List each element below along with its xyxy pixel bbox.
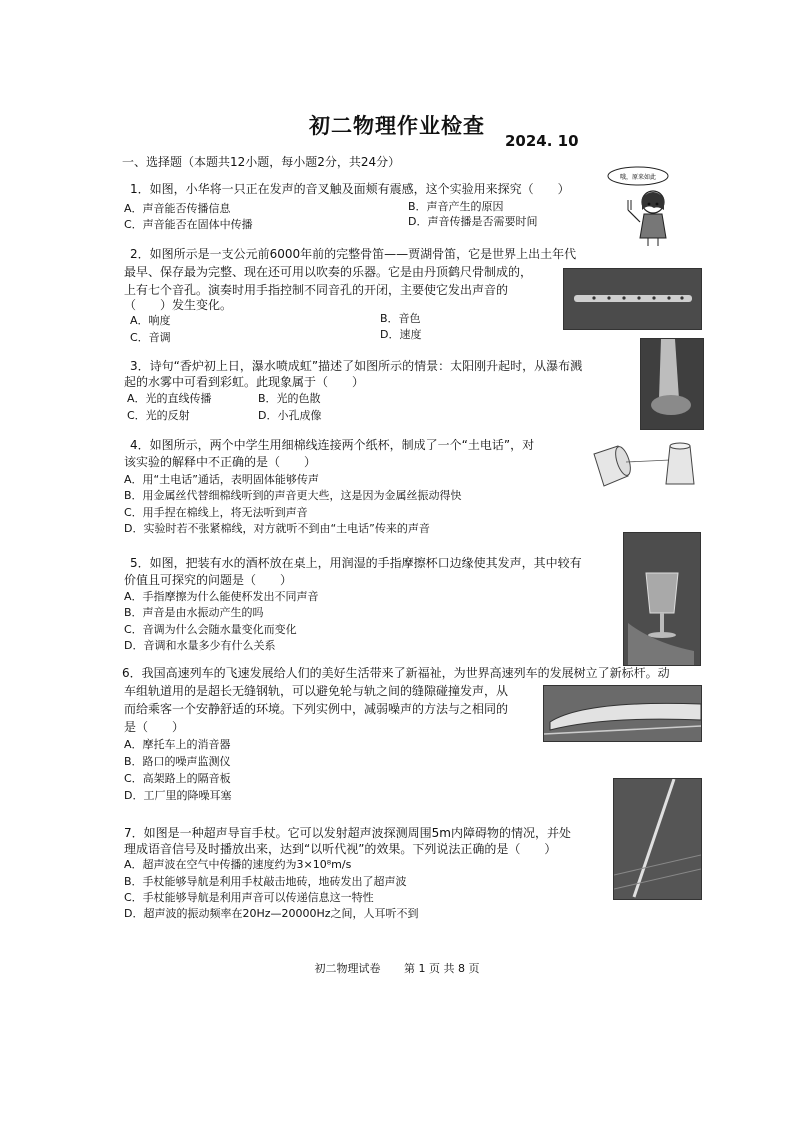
- question-2-option-c: C．音调: [130, 331, 171, 344]
- question-7-option-c: C．手杖能够导航是利用声音可以传递信息这一特性: [124, 891, 374, 904]
- question-6-option-b: B．路口的噪声监测仪: [124, 755, 231, 768]
- question-2-line-4: （ ）发生变化。: [124, 298, 233, 312]
- footer-course: 初二物理试卷: [314, 962, 381, 975]
- question-6-option-c: C．高架路上的隔音板: [124, 772, 231, 785]
- bone-flute-photo: [563, 268, 702, 330]
- question-2-option-d: D．速度: [380, 328, 422, 341]
- question-4-line-2: 该实验的解释中不正确的是（ ）: [124, 455, 317, 469]
- girl-tuning-fork-illustration: [598, 162, 678, 247]
- question-3-option-c: C．光的反射: [127, 409, 190, 422]
- question-1-option-a: A．声音能否传播信息: [124, 202, 231, 215]
- question-1-option-d: D．声音传播是否需要时间: [408, 215, 538, 228]
- question-6-option-a: A．摩托车上的消音器: [124, 738, 231, 751]
- question-4-option-a: A．用“土电话”通话，表明固体能够传声: [124, 473, 319, 486]
- high-speed-train-photo: [543, 685, 702, 742]
- question-5-option-b: B．声音是由水振动产生的吗: [124, 606, 264, 619]
- question-5-line-1: 5．如图，把装有水的酒杯放在桌上，用润湿的手指摩擦杯口边缘使其发声，其中较有: [130, 556, 582, 570]
- question-4-option-b: B．用金属丝代替细棉线听到的声音更大些，这是因为金属丝振动得快: [124, 489, 462, 502]
- question-5-line-2: 价值且可探究的问题是（ ）: [124, 573, 293, 587]
- question-7-option-a: A．超声波在空气中传播的速度约为3×10⁸m/s: [124, 858, 352, 871]
- page-footer: [0, 960, 794, 976]
- waterfall-photo: [640, 338, 704, 430]
- question-2-line-2: 最早、保存最为完整、现在还可用以吹奏的乐器。它是由丹顶鹤尺骨制成的，: [124, 265, 533, 279]
- question-6-line-4: 是（ ）: [124, 720, 185, 734]
- paper-cup-phone-photo: [576, 432, 702, 500]
- question-7-option-b: B．手杖能够导航是利用手杖敲击地砖，地砖发出了超声波: [124, 875, 407, 888]
- ultrasonic-cane-photo: [613, 778, 702, 900]
- question-7-line-2: 理成语音信号及时播放出来，达到“以听代视”的效果。下列说法正确的是（ ）: [124, 842, 557, 856]
- question-6-line-2: 车组轨道用的是超长无缝钢轨，可以避免轮与轨之间的缝隙碰撞发声，从: [124, 684, 509, 698]
- question-3-option-b: B．光的色散: [258, 392, 321, 405]
- section-heading: 一、选择题（本题共12小题，每小题2分，共24分）: [122, 155, 401, 169]
- question-1-option-b: B．声音产生的原因: [408, 200, 504, 213]
- footer-page-number: 第 1 页 共 8 页: [404, 962, 480, 975]
- page-title: 初二物理作业检查: [309, 114, 485, 138]
- question-2-line-1: 2．如图所示是一支公元前6000年前的完整骨笛——贾湖骨笛，它是世界上出土年代: [130, 247, 577, 261]
- question-6-line-1: 6．我国高速列车的飞速发展给人们的美好生活带来了新福祉，为世界高速列车的发展树立了新标杆。动: [122, 666, 670, 680]
- question-6-option-d: D．工厂里的降噪耳塞: [124, 789, 232, 802]
- wine-glass-finger-photo: [623, 532, 701, 666]
- question-6-line-3: 而给乘客一个安静舒适的环境。下列实例中，减弱噪声的方法与之相同的: [124, 702, 509, 716]
- question-4-line-1: 4．如图所示，两个中学生用细棉线连接两个纸杯，制成了一个“土电话”，对: [130, 438, 535, 452]
- question-5-option-d: D．音调和水量多少有什么关系: [124, 639, 276, 652]
- question-4-option-d: D．实验时若不张紧棉线，对方就听不到由“土电话”传来的声音: [124, 522, 430, 535]
- question-2-line-3: 上有七个音孔。演奏时用手指控制不同音孔的开闭，主要使它发出声音的: [124, 283, 509, 297]
- question-3-option-a: A．光的直线传播: [127, 392, 212, 405]
- question-5-option-c: C．音调为什么会随水量变化而变化: [124, 623, 297, 636]
- question-2-option-a: A．响度: [130, 314, 171, 327]
- question-2-option-b: B．音色: [380, 312, 421, 325]
- question-5-option-a: A．手指摩擦为什么能使杯发出不同声音: [124, 590, 319, 603]
- question-3-line-1: 3．诗句“香炉初上日，瀑水喷成虹”描述了如图所示的情景：太阳刚升起时，从瀑布溅: [130, 359, 583, 373]
- question-7-line-1: 7．如图是一种超声导盲手杖。它可以发射超声波探测周围5m内障碍物的情况，并处: [124, 826, 571, 840]
- question-3-line-2: 起的水雾中可看到彩虹。此现象属于（ ）: [124, 375, 365, 389]
- question-4-option-c: C．用手捏在棉线上，将无法听到声音: [124, 506, 308, 519]
- question-3-option-d: D．小孔成像: [258, 409, 322, 422]
- question-1-option-c: C．声音能否在固体中传播: [124, 218, 253, 231]
- question-7-option-d: D．超声波的振动频率在20Hz—20000Hz之间，人耳听不到: [124, 907, 419, 920]
- question-1-line-1: 1．如图，小华将一只正在发声的音叉触及面颊有震感，这个实验用来探究（ ）: [130, 182, 570, 196]
- girl-speech-bubble: 哦，原来如此: [619, 174, 657, 181]
- exam-date: 2024. 10: [505, 132, 579, 150]
